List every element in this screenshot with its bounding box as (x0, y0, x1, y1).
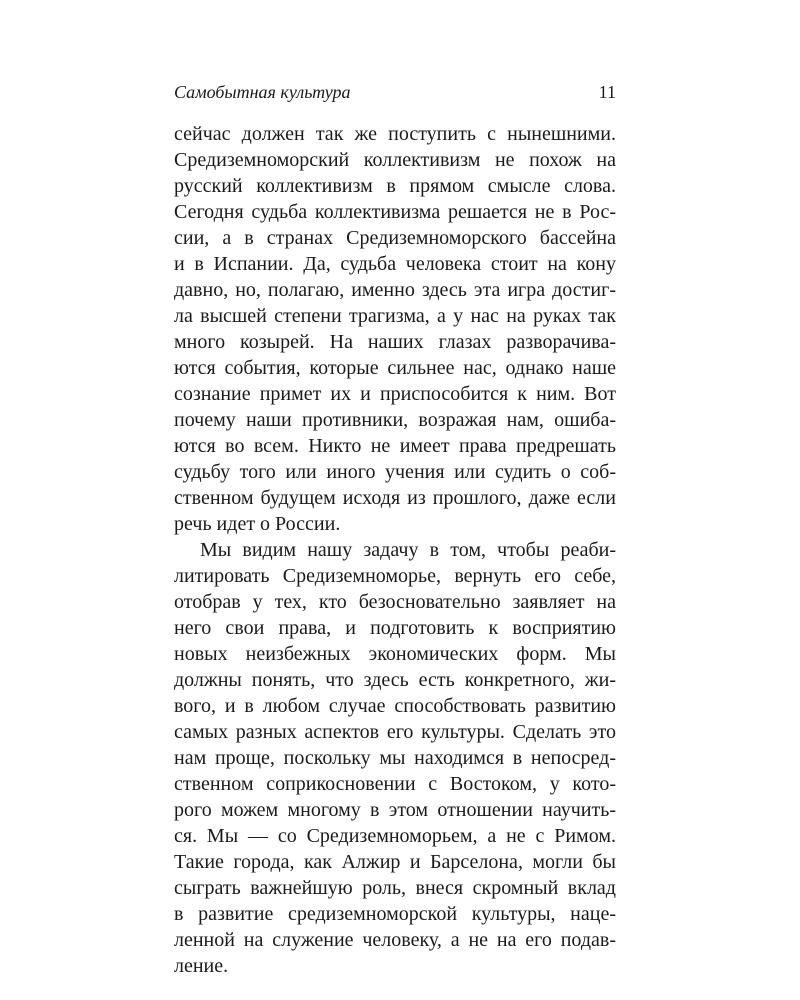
text-line: сыграть важнейшую роль, внеся скромный вклад (174, 877, 616, 899)
text-line: должны понять, что здесь есть конкретного, жи- (174, 669, 616, 691)
text-line: и в Испании. Да, судьба человека стоит на кону (174, 253, 616, 275)
text-line: ются во всем. Никто не имеет права предрешать (174, 435, 616, 457)
page-number: 11 (598, 82, 616, 102)
text-line: ление. (174, 955, 229, 977)
text-line: ла высшей степени трагизма, а у нас на руках так (174, 305, 616, 327)
text-line: речь идет о России. (174, 513, 341, 535)
text-line: рого можем многому в этом отношении научить- (174, 799, 616, 821)
text-line: ленной на служение человеку, а не на его подав- (174, 929, 616, 951)
text-line: Средиземноморский коллективизм не похож на (174, 149, 616, 171)
text-line: Мы видим нашу задачу в том, чтобы реаби- (200, 539, 616, 561)
text-line: литировать Средиземноморье, вернуть его себе, (174, 565, 616, 587)
text-line: ся. Мы — со Средиземноморьем, а не с Римом. (174, 825, 616, 847)
text-line: самых разных аспектов его культуры. Сделать это (174, 721, 616, 743)
text-line: ственном будущем исходя из прошлого, даже если (174, 487, 616, 509)
text-line: ются события, которые сильнее нас, однако наше (174, 357, 616, 379)
running-header (174, 78, 616, 106)
text-line: ственном соприкосновении с Востоком, у кото- (174, 773, 616, 795)
text-line: сознание примет их и приспособится к ним. Вот (174, 383, 616, 405)
text-line: сии, а в странах Средиземноморского бассейна (174, 227, 616, 249)
text-line: нам проще, поскольку мы находимся в непосред- (174, 747, 616, 769)
text-line: Такие города, как Алжир и Барселона, могли бы (174, 851, 616, 873)
running-title: Самобытная культура (174, 82, 351, 102)
text-line: русский коллективизм в прямом смысле слова. (174, 175, 616, 197)
text-line: отобрав у тех, кто безосновательно заявляет на (174, 591, 616, 613)
text-line: много козырей. На наших глазах разворачива- (174, 331, 616, 353)
text-line: него свои права, и подготовить к восприятию (174, 617, 616, 639)
text-line: сейчас должен так же поступить с нынешними. (174, 123, 616, 145)
text-line: судьбу того или иного учения или судить о соб- (174, 461, 616, 483)
text-line: почему наши противники, возражая нам, ошиба- (174, 409, 616, 431)
text-line: давно, но, полагаю, именно здесь эта игра достиг- (174, 279, 616, 301)
text-line: вого, и в любом случае способствовать развитию (174, 695, 616, 717)
text-line: в развитие средиземноморской культуры, наце- (174, 903, 616, 925)
text-line: Сегодня судьба коллективизма решается не в Рос- (174, 201, 616, 223)
text-line: новых неизбежных экономических форм. Мы (174, 643, 616, 665)
